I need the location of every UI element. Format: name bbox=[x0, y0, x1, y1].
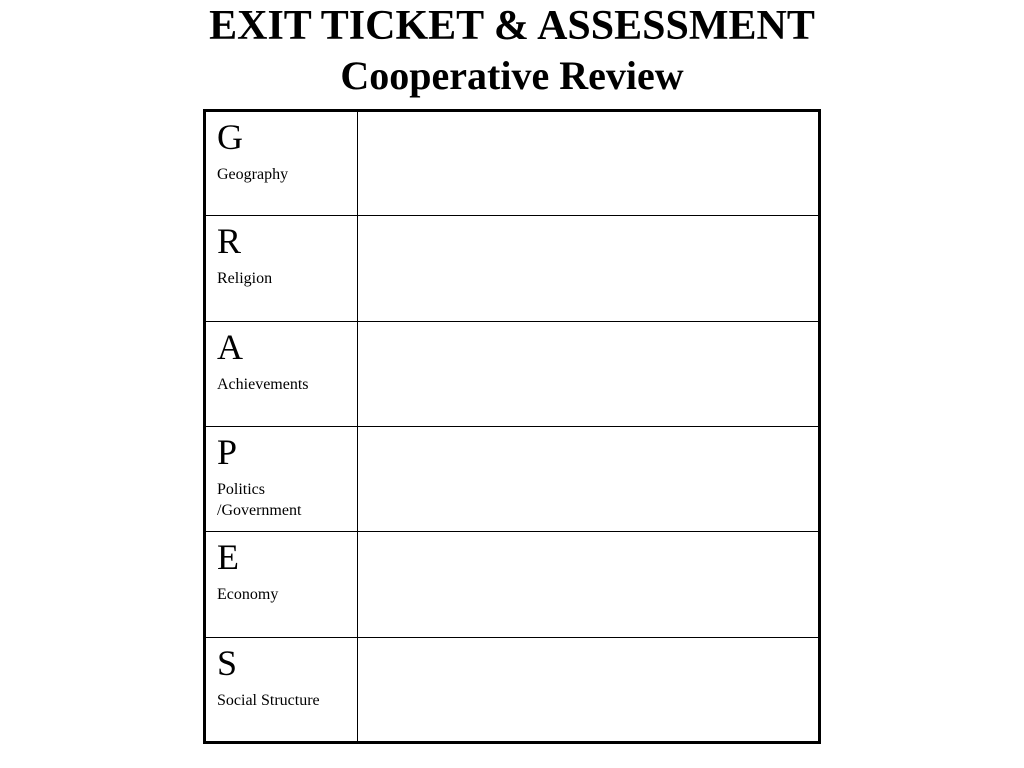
row-label-cell bbox=[205, 321, 358, 426]
row-topic: Economy bbox=[217, 586, 279, 604]
row-letter: S bbox=[217, 642, 238, 683]
row-label-cell bbox=[205, 216, 358, 321]
table-row bbox=[205, 426, 820, 531]
grapes-table bbox=[203, 109, 821, 744]
row-letter: P bbox=[217, 431, 238, 472]
table-row bbox=[205, 216, 820, 321]
row-letter: R bbox=[217, 221, 242, 262]
row-letter: E bbox=[217, 537, 239, 578]
answer-cell[interactable] bbox=[358, 532, 820, 637]
table-row bbox=[205, 321, 820, 426]
answer-cell[interactable] bbox=[358, 637, 820, 742]
table-row bbox=[205, 111, 820, 216]
row-label-cell bbox=[205, 111, 358, 216]
answer-cell[interactable] bbox=[358, 216, 820, 321]
title-block bbox=[0, 0, 1024, 102]
row-topic: Religion bbox=[217, 270, 273, 288]
page-subtitle: Cooperative Review bbox=[340, 53, 684, 98]
answer-cell[interactable] bbox=[358, 426, 820, 531]
row-topic: Social Structure bbox=[217, 691, 320, 709]
row-topic: Politics /Government bbox=[217, 480, 302, 519]
row-letter: G bbox=[217, 117, 243, 157]
answer-cell[interactable] bbox=[358, 321, 820, 426]
table-row bbox=[205, 637, 820, 742]
page-title: EXIT TICKET & ASSESSMENT bbox=[209, 3, 815, 49]
table-row bbox=[205, 532, 820, 637]
row-label-cell bbox=[205, 532, 358, 637]
row-letter: A bbox=[217, 326, 243, 367]
row-label-cell bbox=[205, 426, 358, 531]
answer-cell[interactable] bbox=[358, 111, 820, 216]
row-topic: Geography bbox=[217, 166, 289, 183]
row-label-cell bbox=[205, 637, 358, 742]
row-topic: Achievements bbox=[217, 375, 309, 393]
